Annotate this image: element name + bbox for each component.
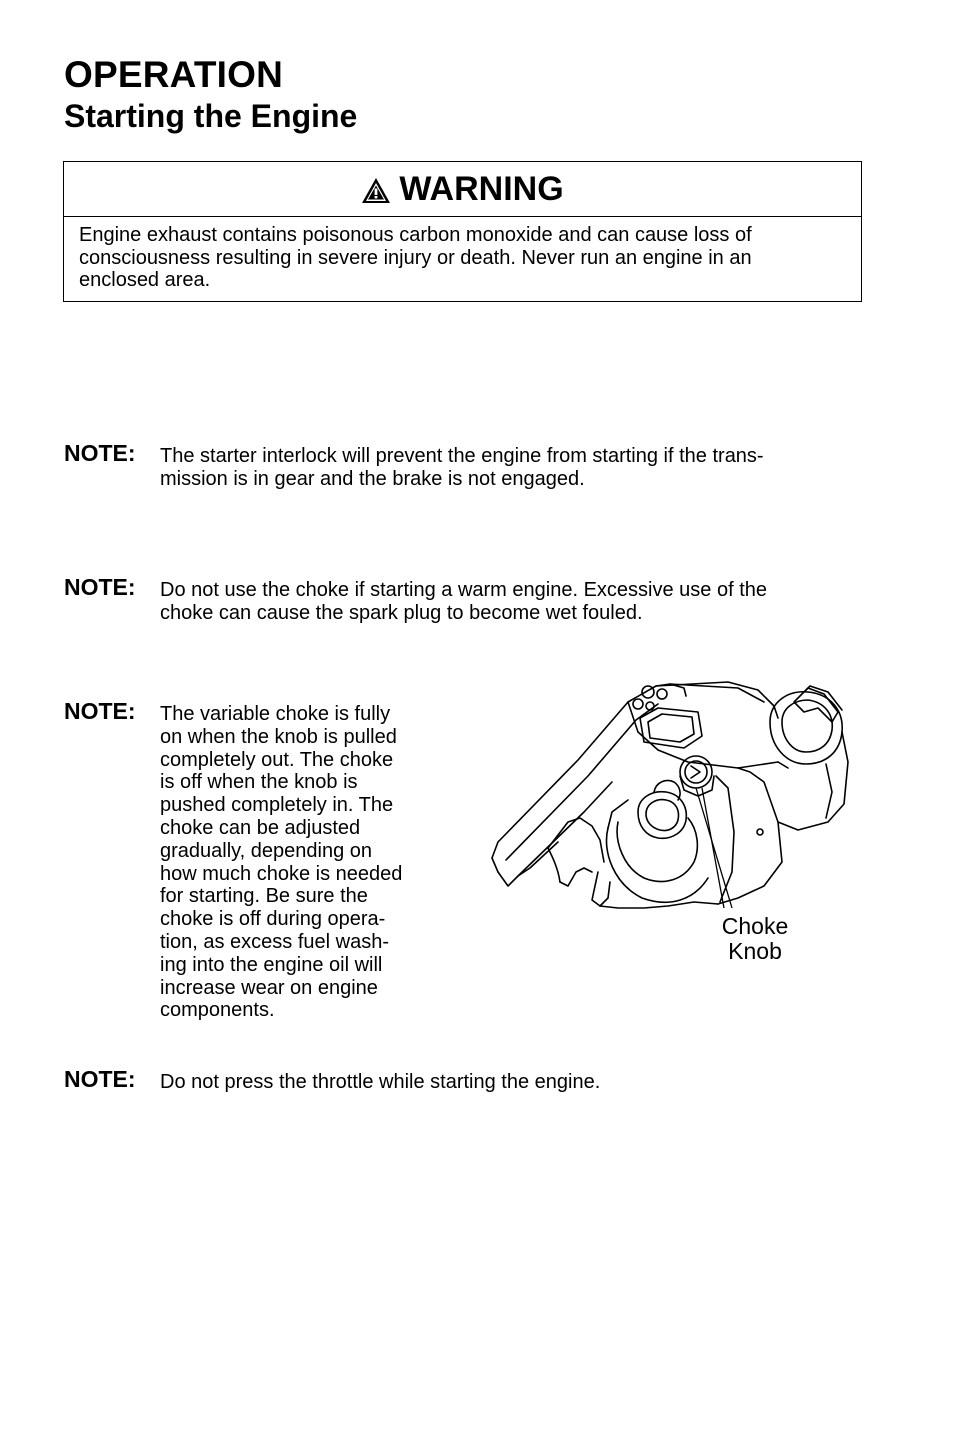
- note-line: pushed completely in. The: [160, 794, 394, 817]
- note-line: choke can cause the spark plug to become wet fouled.: [160, 602, 643, 624]
- section-title: OPERATION: [64, 54, 284, 95]
- note-line: Do not press the throttle while starting the engine.: [160, 1071, 601, 1093]
- note-text: [160, 1071, 600, 1094]
- warning-header: [64, 162, 861, 217]
- note-label: NOTE:: [64, 698, 136, 724]
- note-line: ing into the engine oil will: [160, 953, 383, 976]
- note-label: NOTE:: [64, 574, 136, 600]
- note-line: gradually, depending on: [160, 839, 373, 862]
- warning-title: WARNING: [399, 169, 564, 208]
- warning-text-line: consciousness resulting in severe injury or death. Never run an engine in an: [79, 246, 752, 269]
- note-line: for starting. Be sure the: [160, 885, 368, 908]
- note-line: completely out. The choke: [160, 748, 394, 771]
- warning-triangle-icon: [361, 177, 391, 204]
- note-line: on when the knob is pulled: [160, 725, 397, 748]
- note-line: The starter interlock will prevent the engine from starting if the trans-: [160, 445, 764, 467]
- note-line: Do not use the choke if starting a warm engine. Excessive use of the: [160, 579, 767, 601]
- note-line: The variable choke is fully: [160, 703, 391, 725]
- note-line: choke can be adjusted: [160, 816, 361, 839]
- note-line: how much choke is needed: [160, 862, 403, 885]
- note-line: mission is in gear and the brake is not engaged.: [160, 468, 585, 490]
- note-text: [160, 703, 402, 1022]
- callout-line: Choke: [721, 913, 789, 939]
- note-text: [160, 579, 767, 625]
- note-line: tion, as excess fuel wash-: [160, 930, 389, 953]
- note-label: NOTE:: [64, 440, 136, 466]
- callout-line: Knob: [728, 938, 782, 964]
- note-line: is off when the knob is: [160, 771, 358, 794]
- warning-text-line: Engine exhaust contains poisonous carbon monoxide and can cause loss of: [79, 224, 752, 246]
- note-text: [160, 445, 764, 491]
- warning-text: [64, 217, 861, 292]
- note-line: components.: [160, 999, 275, 1022]
- note-line: choke is off during opera-: [160, 908, 386, 931]
- note-label: NOTE:: [64, 1066, 136, 1092]
- note-line: increase wear on engine: [160, 976, 378, 999]
- choke-knob-callout: [706, 914, 804, 964]
- page-subtitle: Starting the Engine: [64, 98, 358, 134]
- warning-box: [63, 161, 862, 302]
- warning-text-line: enclosed area.: [79, 269, 211, 291]
